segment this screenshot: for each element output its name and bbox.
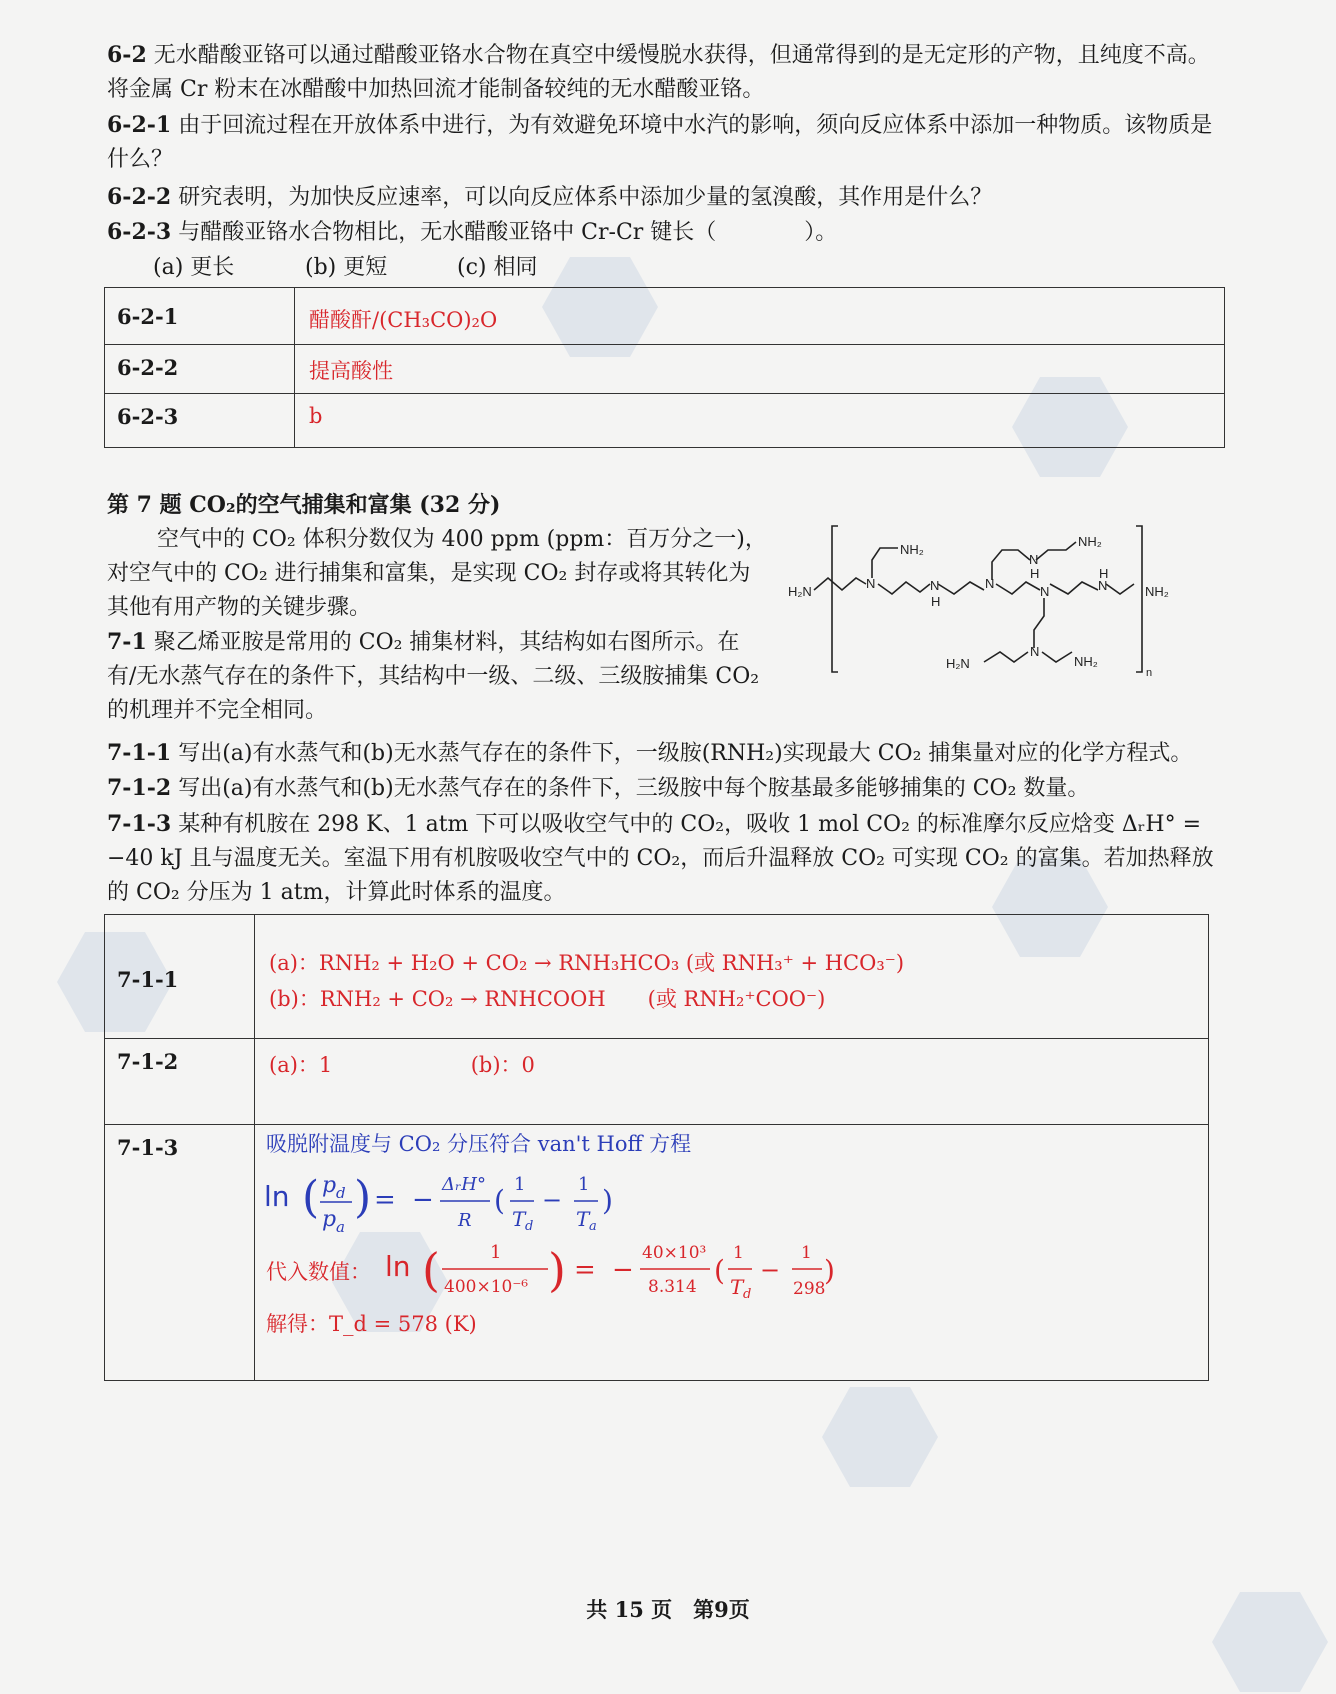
answer-value: 醋酸酐/(CH₃CO)₂O bbox=[295, 288, 1225, 345]
q6-2-3 bbox=[107, 215, 1225, 250]
h-label: H bbox=[1030, 566, 1040, 581]
equals-sign: = bbox=[574, 1255, 596, 1285]
answer-713-sub-label: 代入数值： bbox=[266, 1260, 371, 1284]
q7-1-2-label: 7-1-2 bbox=[107, 775, 172, 801]
one: 1 bbox=[578, 1174, 590, 1195]
q7-1-2-text: 写出(a)有水蒸气和(b)无水蒸气存在的条件下，三级胺中每个胺基最多能够捕集的 CO₂ 数量。 bbox=[178, 776, 1090, 801]
p-a: p bbox=[322, 1207, 337, 1232]
h2n-label: H₂N bbox=[788, 584, 812, 599]
paren-left: ( bbox=[422, 1243, 440, 1297]
q7-intro: 空气中的 CO₂ 体积分数仅为 400 ppm (ppm：百万分之一)，对空气中的 CO₂ 进行捕集和富集，是实现 CO₂ 封存或将其转化为其他有用产物的关键步骤。 bbox=[107, 527, 767, 620]
q7-1-text: 聚乙烯亚胺是常用的 CO₂ 捕集材料，其结构如右图所示。在有/无水蒸气存在的条件下，其结构中一级、二级、三级胺捕集 CO₂ 的机理并不完全相同。 bbox=[107, 630, 760, 723]
q6-2-label: 6-2 bbox=[107, 42, 147, 68]
table-row bbox=[105, 345, 1225, 394]
answer-713-intro: 吸脱附温度与 CO₂ 分压符合 van't Hoff 方程 bbox=[266, 1132, 692, 1156]
answer-711-b: (b)：RNH₂ + CO₂ → RNHCOOH (或 RNH₂⁺COO⁻) bbox=[269, 987, 826, 1011]
one: 1 bbox=[490, 1242, 502, 1263]
q7-1-3-text: 某种有机胺在 298 K、1 atm 下可以吸收空气中的 CO₂，吸收 1 mol CO₂ 的标准摩尔反应焓变 ΔᵣH° = −40 kJ 且与温度无关。室温下用有机胺吸收空气中的 CO₂，而后升温释放 CO₂ 可实现 CO₂ 的富集。若加热释放的 CO₂ 分压为 1 atm，计算此时体系的温度。 bbox=[107, 812, 1214, 905]
one: 1 bbox=[801, 1243, 812, 1263]
sub-a: a bbox=[589, 1219, 597, 1234]
nh2-label: NH₂ bbox=[1145, 584, 1169, 599]
h2n-label: H₂N bbox=[946, 656, 970, 671]
q6-2-intro bbox=[107, 38, 1225, 107]
answer-key: 7-1-2 bbox=[105, 1039, 255, 1125]
q6-2-1 bbox=[107, 108, 1225, 177]
q7-1-1 bbox=[107, 736, 1225, 771]
sub-d: d bbox=[336, 1184, 346, 1202]
answer-key: 6-2-2 bbox=[105, 345, 295, 394]
answer-key: 6-2-1 bbox=[105, 288, 295, 345]
one: 1 bbox=[514, 1174, 526, 1195]
nh2-label: NH₂ bbox=[1074, 654, 1098, 669]
answer-712-b: (b)：0 bbox=[470, 1053, 535, 1077]
nh2-label: NH₂ bbox=[1078, 534, 1102, 549]
q7-1-3 bbox=[107, 807, 1225, 910]
minus-sign: − bbox=[412, 1185, 434, 1215]
q7-1-1-text: 写出(a)有水蒸气和(b)无水蒸气存在的条件下，一级胺(RNH₂)实现最大 CO₂ 捕集量对应的化学方程式。 bbox=[178, 741, 1193, 766]
n-label: N bbox=[1030, 644, 1040, 659]
minus-sign: − bbox=[542, 1186, 563, 1214]
n-label: N bbox=[1098, 578, 1108, 593]
table-row bbox=[105, 1039, 1209, 1125]
q6-2-1-label: 6-2-1 bbox=[107, 112, 172, 138]
delta-h: ΔᵣH° bbox=[442, 1174, 486, 1195]
q6-2-2-text: 研究表明，为加快反应速率，可以向反应体系中添加少量的氢溴酸，其作用是什么？ bbox=[178, 185, 993, 210]
partial-pressure-air: 400×10⁻⁶ bbox=[444, 1277, 529, 1297]
table-row bbox=[105, 394, 1225, 448]
q7-1-label: 7-1 bbox=[107, 629, 147, 655]
t-d: T bbox=[512, 1207, 526, 1231]
paren-left: ( bbox=[714, 1254, 725, 1287]
paren-left: ( bbox=[494, 1184, 505, 1217]
q6-2-1-text: 由于回流过程在开放体系中进行，为有效避免环境中水汽的影响，须向反应体系中添加一种物质。该物质是什么？ bbox=[107, 113, 1213, 172]
equals-sign: = bbox=[374, 1185, 396, 1215]
answer-711-a: (a)：RNH₂ + H₂O + CO₂ → RNH₃HCO₃ (或 RNH₃⁺ + HCO₃⁻) bbox=[269, 951, 905, 975]
sub-d: d bbox=[743, 1287, 752, 1302]
q6-2-3-text: 与醋酸亚铬水合物相比，无水醋酸亚铬中 Cr-Cr 键长（ ）。 bbox=[178, 220, 838, 245]
q6-2-text: 无水醋酸亚铬可以通过醋酸亚铬水合物在真空中缓慢脱水获得，但通常得到的是无定形的产物，且纯度不高。将金属 Cr 粉末在冰醋酸中加热回流才能制备较纯的无水醋酸亚铬。 bbox=[107, 43, 1210, 102]
q7-title: 第 7 题 CO₂的空气捕集和富集 (32 分) bbox=[107, 492, 501, 518]
vant-hoff-equation bbox=[262, 1160, 642, 1240]
q7-1-2 bbox=[107, 771, 1225, 806]
minus-sign: − bbox=[760, 1256, 781, 1284]
ln-symbol: ln bbox=[264, 1180, 290, 1213]
h-label: H bbox=[1099, 566, 1109, 581]
option-a: (a) 更长 bbox=[153, 255, 235, 280]
paren-right: ) bbox=[548, 1243, 566, 1297]
nh2-label: NH₂ bbox=[900, 542, 924, 557]
q7-1-1-label: 7-1-1 bbox=[107, 740, 172, 766]
room-temperature: 298 bbox=[793, 1279, 826, 1299]
answer-value: 提高酸性 bbox=[295, 345, 1225, 394]
answer-table-6-2 bbox=[104, 287, 1225, 448]
option-b: (b) 更短 bbox=[305, 255, 388, 280]
paren-left: ( bbox=[302, 1172, 320, 1223]
n-label: N bbox=[866, 576, 876, 591]
n-label: N bbox=[1040, 584, 1050, 599]
sub-a: a bbox=[336, 1218, 345, 1236]
paren-right: ) bbox=[602, 1184, 613, 1217]
option-c: (c) 相同 bbox=[457, 255, 538, 280]
answer-712-a: (a)：1 bbox=[269, 1053, 333, 1077]
enthalpy-value: 40×10³ bbox=[642, 1243, 707, 1263]
table-row bbox=[105, 915, 1209, 1039]
answer-key: 6-2-3 bbox=[105, 394, 295, 448]
page-footer: 共 15 页 第9页 bbox=[586, 1597, 750, 1622]
table-row bbox=[105, 288, 1225, 345]
q6-2-3-label: 6-2-3 bbox=[107, 219, 172, 245]
answer-key: 7-1-1 bbox=[105, 915, 255, 1039]
answer-value bbox=[255, 915, 1209, 1039]
minus-sign: − bbox=[612, 1255, 634, 1285]
t-d: T bbox=[730, 1275, 744, 1299]
h-label: H bbox=[931, 594, 941, 609]
answer-713-result: 解得：T_d = 578 (K) bbox=[266, 1312, 477, 1336]
q6-2-2 bbox=[107, 180, 1225, 215]
watermark-logo bbox=[820, 1385, 940, 1489]
polyethyleneimine-structure bbox=[780, 520, 1180, 680]
paren-right: ) bbox=[824, 1254, 835, 1287]
answer-key: 7-1-3 bbox=[105, 1125, 255, 1381]
q7-1 bbox=[107, 625, 767, 728]
q7-1-3-label: 7-1-3 bbox=[107, 811, 172, 837]
repeat-n-label: n bbox=[1146, 667, 1153, 679]
q6-2-2-label: 6-2-2 bbox=[107, 184, 172, 210]
n-label: N bbox=[930, 578, 940, 593]
answer-value: b bbox=[295, 394, 1225, 448]
n-label: N bbox=[985, 576, 995, 591]
p-d: p bbox=[322, 1173, 337, 1198]
ln-symbol: ln bbox=[385, 1250, 411, 1283]
substituted-equation bbox=[380, 1238, 860, 1308]
r-const: R bbox=[458, 1210, 472, 1231]
answer-value bbox=[255, 1039, 1209, 1125]
one: 1 bbox=[733, 1243, 744, 1263]
gas-constant-value: 8.314 bbox=[648, 1277, 697, 1297]
t-a: T bbox=[576, 1207, 590, 1231]
q6-2-3-options bbox=[153, 251, 1271, 285]
paren-right: ) bbox=[354, 1172, 372, 1223]
n-label: N bbox=[1029, 552, 1039, 567]
sub-d: d bbox=[525, 1219, 534, 1234]
